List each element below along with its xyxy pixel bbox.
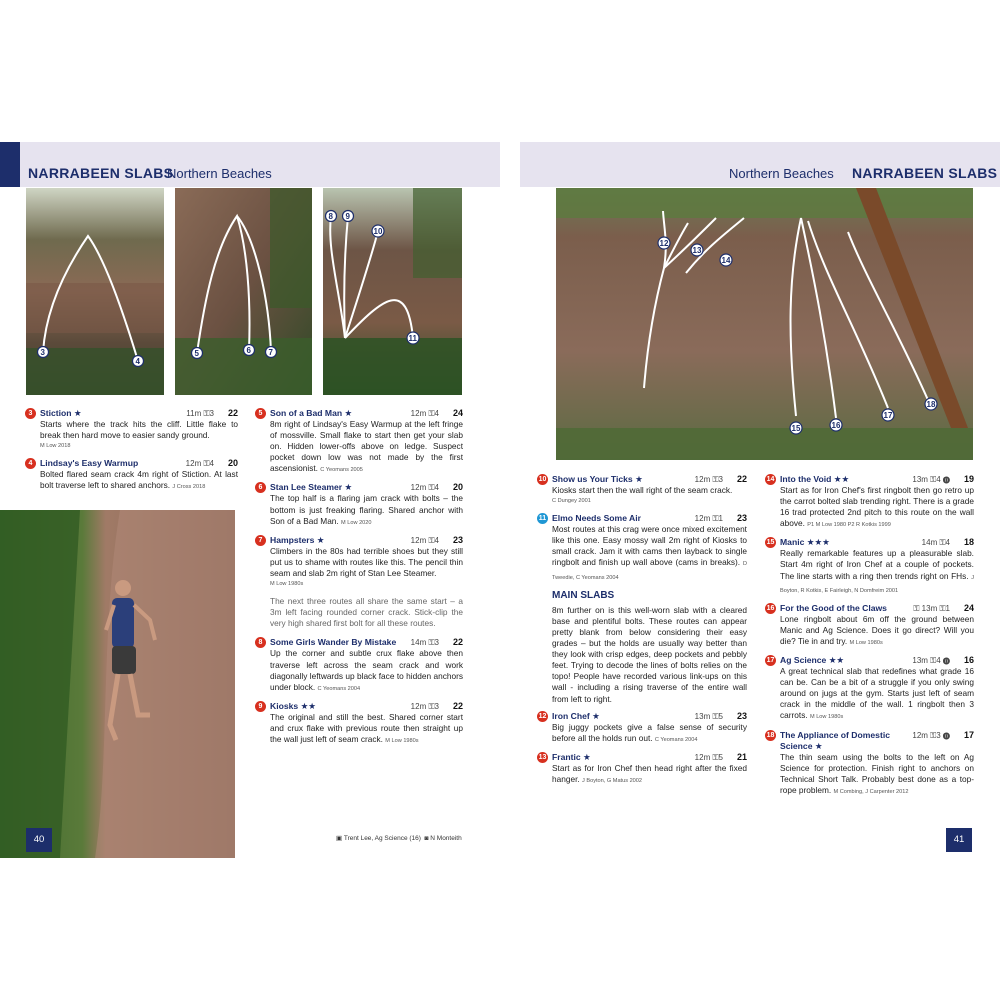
route-text: Starts where the track hits the cliff. Little flake to break then hard move to easier sandy ground. [40, 419, 238, 441]
route-text: Most routes at this crag were once mixed excitement like this one. Easy mossy wall 2m right of Kiosks to small crack. Jam it with cams then layback to single ringbolt and finish up wall above (cams in breaks). [552, 524, 747, 568]
route-rt-grade: 23 [736, 513, 747, 524]
topo-2-label-c [266, 347, 277, 358]
route-rt-name: Show us Your Ticks ★ [552, 474, 643, 484]
topo-3-label-c [372, 225, 384, 237]
route-rt-num: 15 [766, 539, 775, 547]
route-rt-name: Into the Void ★★ [780, 474, 850, 484]
route-fa: M Low 2020 [341, 519, 372, 526]
route-fa: J Boyton, R Kotkis, E Fairleigh, N Domfreim 2001 [780, 574, 975, 594]
route-rt-meta: ⚿ 13m ⚿1 [913, 603, 950, 613]
route-14 [766, 474, 974, 531]
route-fa: P1 M Low 1980 P2 R Kotkis 1999 [807, 522, 891, 529]
left-header-subtitle: Northern Beaches [167, 166, 272, 181]
route-rt-name: Some Girls Wander By Mistake [270, 637, 397, 648]
route-rt-num: 18 [766, 731, 775, 739]
route-text: The top half is a flaring jam crack with bolts – the bottom is just freaking flaring. Shared anchor with Son of a Bad Man. [270, 493, 463, 526]
topo-1-label-a [38, 347, 49, 358]
route-fa: M Low 1980s [270, 581, 304, 588]
route-5 [258, 408, 463, 476]
route-fa: M Low 1980s [385, 737, 419, 744]
shared-start-note: The next three routes all share the same start – a 3m left facing rounded corner crack. Stick-clip the very high shared first bolt for all these routes. [270, 596, 463, 629]
route-text: Lone ringbolt about 6m off the ground between Manic and Ag Science. Does it go direct? Will you die? Tie in and try. [780, 613, 974, 646]
svg-text:13: 13 [692, 246, 702, 255]
route-rt-grade: 23 [736, 710, 747, 721]
route-rt-meta: 12m ⚿3 [410, 701, 439, 711]
route-fa: C Yeomans 2005 [320, 467, 363, 474]
right-column-2 [766, 474, 975, 804]
main-topo-label-12 [658, 237, 670, 249]
route-12 [538, 710, 747, 746]
topo-photo-1 [26, 188, 164, 395]
svg-text:16: 16 [831, 421, 841, 430]
topo-2-label-a [192, 348, 203, 359]
route-rt-meta: 12m ⚿4 [410, 535, 439, 545]
left-edge-tab [0, 142, 20, 187]
main-topo-label-16 [830, 419, 842, 431]
route-15 [766, 537, 975, 596]
route-fa: M Low 1980s [809, 714, 844, 721]
route-rt-name: For the Good of the Claws [780, 602, 887, 613]
route-rt-meta: 12m ⚿3 [694, 475, 723, 484]
right-header-subtitle: Northern Beaches [729, 166, 834, 181]
svg-text:3: 3 [40, 348, 45, 357]
route-rt-meta: 12m ⚿3 ⓿ [912, 730, 950, 740]
route-text: The original and still the best. Shared corner start and crux flake with previous route then straight up the wall just left of seam crack. [270, 711, 463, 744]
route-fa: J Cross 2018 [172, 484, 206, 491]
route-rt-grade: 21 [736, 751, 747, 762]
route-fa: C Yeomans 2004 [317, 685, 361, 692]
route-fa: J Boyton, G Matus 2002 [582, 777, 643, 784]
route-11 [538, 513, 747, 583]
route-rt-name: Hampsters ★ [270, 534, 325, 545]
route-rt-meta: 14m ⚿4 [921, 538, 950, 548]
route-text: Up the corner and subtle crux flake above then traverse left across the seam crack and work diagonally leftwards up black face to hidden anchors under block. [270, 648, 463, 692]
left-header-title: NARRABEEN SLABS [28, 165, 174, 181]
route-rt-grade: 19 [963, 474, 974, 484]
main-topo-label-14 [720, 254, 732, 266]
route-fa: C Dungey 2001 [552, 498, 591, 505]
route-3 [28, 408, 238, 452]
route-rt-name: Iron Chef ★ [552, 710, 600, 721]
topo-3-svg [323, 188, 462, 395]
route-rt-name: Stan Lee Steamer ★ [270, 482, 353, 493]
svg-text:4: 4 [135, 357, 140, 366]
route-rt-grade: 22 [452, 637, 463, 648]
topo-photo-3 [323, 188, 462, 395]
route-rt-meta: 12m ⚿5 [694, 752, 723, 762]
route-7 [258, 534, 463, 590]
topo-2-label-b [244, 345, 255, 356]
svg-text:6: 6 [246, 346, 251, 355]
route-rt-num: 13 [538, 753, 547, 761]
route-fa: M Combing, J Carpenter 2012 [833, 788, 909, 795]
svg-text:5: 5 [194, 349, 199, 358]
topo-1-svg [26, 188, 164, 395]
route-rt-num: 11 [538, 515, 547, 523]
route-rt-grade: 24 [963, 602, 974, 613]
route-rt-meta: 13m ⚿5 [694, 711, 723, 721]
route-rt-num: 17 [766, 657, 775, 665]
route-rt-grade: 16 [963, 655, 974, 666]
left-page [20, 142, 500, 858]
route-text: Bolted flared seam crack 4m right of Stiction. At last bolt traverse left to shared anchors. [40, 469, 238, 491]
svg-text:11: 11 [408, 334, 417, 343]
svg-text:10: 10 [373, 227, 383, 236]
svg-text:18: 18 [926, 400, 936, 409]
topo-photo-2 [175, 188, 312, 395]
route-fa: M Low 1980s [849, 639, 883, 646]
svg-text:7: 7 [268, 348, 273, 357]
right-column-1 [538, 474, 747, 793]
svg-text:14: 14 [721, 256, 731, 265]
route-rt-grade: 17 [963, 729, 974, 740]
route-rt-name: Elmo Needs Some Air [552, 513, 641, 524]
route-rt-meta: 13m ⚿4 ⓿ [912, 475, 950, 484]
route-text: A great technical slab that redefines what grade 16 can be. Can be a bit of a struggle if you only swing around on jugs at the gym. Starts just left of seam crack in the middle of the wall. 1 ringbolt then 3 carrots. [780, 666, 974, 721]
topo-3-label-d [407, 332, 419, 344]
main-slabs-intro: 8m further on is this well-worn slab with a cleared base and plentiful bolts. These routes can appear pretty blank from below considering their easy grades – but the holds are usually way better than they look with crisp edges, deep pockets and pebbly feet. Trying to decode the lines of bolts relies on the topo! People have recorded various link-ups on this wall - including a rising traverse of the entire wall from left to right. [552, 604, 747, 704]
topo-3-label-a [326, 211, 337, 222]
route-rt-meta: 13m ⚿4 ⓿ [912, 656, 950, 666]
svg-text:12: 12 [659, 239, 669, 248]
route-rt-meta: 12m ⚿4 [410, 483, 439, 493]
route-rt-num: 4 [25, 458, 36, 469]
route-fa: M Low 2018 [40, 443, 71, 450]
right-header-title: NARRABEEN SLABS [852, 165, 998, 181]
route-rt-name: Son of a Bad Man ★ [270, 408, 353, 418]
route-rt-num: 8 [255, 637, 266, 648]
route-text: Start as for Iron Chef then head right after the fixed hanger. [552, 762, 747, 784]
route-rt-num: 12 [538, 712, 547, 720]
right-page-header [520, 142, 1000, 187]
route-rt-num: 9 [255, 701, 266, 712]
route-rt-grade: 23 [452, 534, 463, 545]
route-rt-name: Ag Science ★★ [780, 655, 845, 666]
route-8 [258, 637, 463, 694]
main-topo-label-17 [882, 409, 894, 421]
route-rt-grade: 22 [452, 700, 463, 711]
route-rt-grade: 20 [452, 482, 463, 493]
route-rt-name: Stiction ★ [40, 408, 82, 418]
route-rt-grade: 24 [452, 408, 463, 418]
route-rt-meta: 14m ⚿3 [410, 638, 439, 648]
topo-3-label-b [343, 211, 354, 222]
route-rt-grade: 20 [227, 458, 238, 469]
route-text: Really remarkable features up a pleasurable slab. Start 4m right of Iron Chef at a couple of pockets. The line starts with a ring then trends right on FHs. [780, 548, 974, 581]
route-6 [258, 482, 463, 528]
route-fa: C Yeomans 2004 [654, 736, 698, 743]
photo-credit: ▣ Trent Lee, Ag Science (16) ◙ N Monteith [336, 835, 462, 842]
route-rt-num: 14 [766, 476, 775, 483]
route-rt-meta: 12m ⚿4 [410, 409, 439, 418]
climber-photo-svg [0, 510, 235, 858]
svg-text:8: 8 [328, 212, 333, 221]
left-page-number: 40 [26, 828, 52, 852]
left-column-2 [258, 408, 463, 753]
left-column-1 [28, 408, 238, 499]
route-rt-name: Kiosks ★★ [270, 700, 316, 711]
route-16 [766, 602, 974, 649]
topo-1-label-b [133, 356, 144, 367]
main-slabs-topo [556, 188, 973, 460]
route-rt-num: 10 [538, 476, 547, 483]
route-text: The thin seam using the bolts to the left on Ag Science for protection. Finish right to anchors on Technical Short Talk. Probably best done as a top-rope problem. [780, 751, 974, 795]
route-text: Kiosks start then the wall right of the seam crack. [552, 485, 733, 495]
route-rt-meta: 12m ⚿4 [185, 459, 214, 469]
route-4 [28, 458, 238, 493]
route-17 [766, 655, 974, 723]
route-rt-grade: 18 [963, 537, 974, 548]
route-rt-grade: 22 [736, 474, 747, 484]
route-rt-grade: 22 [227, 408, 238, 418]
topo-2-svg [175, 188, 312, 395]
svg-text:9: 9 [345, 212, 350, 221]
route-10 [538, 474, 747, 507]
route-rt-name: The Appliance of Domestic Science ★ [780, 729, 890, 751]
route-rt-name: Lindsay's Easy Warmup [40, 458, 139, 469]
route-rt-num: 3 [25, 408, 36, 419]
route-rt-num: 5 [255, 408, 266, 419]
svg-text:17: 17 [883, 411, 893, 420]
route-text: 8m right of Lindsay's Easy Warmup at the left fringe of mossville. Small flake to start then get your slab on. Hidden lower-offs above on ledge. Suspect pocket down low was not made by the first ascensionist. [270, 419, 463, 474]
right-page-number: 41 [946, 828, 972, 852]
climber-photo [0, 510, 235, 858]
main-topo-label-15 [790, 422, 802, 434]
route-rt-num: 7 [255, 535, 266, 546]
right-page [520, 142, 1000, 858]
svg-text:15: 15 [791, 424, 801, 433]
left-page-header [20, 142, 500, 187]
main-topo-svg [556, 188, 973, 460]
route-rt-name: Manic ★★★ [780, 537, 830, 548]
route-rt-name: Frantic ★ [552, 751, 591, 762]
main-topo-label-18 [925, 398, 937, 410]
route-rt-meta: 12m ⚿1 [694, 514, 723, 524]
route-18 [766, 729, 974, 798]
route-13 [538, 751, 747, 787]
route-rt-num: 16 [766, 604, 775, 612]
route-text: Start as for Iron Chef's first ringbolt then go retro up the carrot bolted slab trending right. There is a grade 16 trad protected 2nd pitch to this route on the wall above. [780, 485, 974, 529]
route-rt-meta: 11m ⚿3 [186, 409, 214, 418]
route-text: Big juggy pockets give a false sense of security before all the holds run out. [552, 721, 747, 743]
route-9 [258, 700, 463, 747]
route-fa: D Tweedie, C Yeomans 2004 [552, 561, 747, 581]
main-slabs-heading: MAIN SLABS [552, 589, 615, 601]
main-topo-label-13 [691, 244, 703, 256]
route-rt-num: 6 [255, 482, 266, 493]
route-text: Climbers in the 80s had terrible shoes but they still put us to shame with routes like this. The pencil thin seam and slab 2m right of Stan Lee Steamer. [270, 545, 463, 578]
